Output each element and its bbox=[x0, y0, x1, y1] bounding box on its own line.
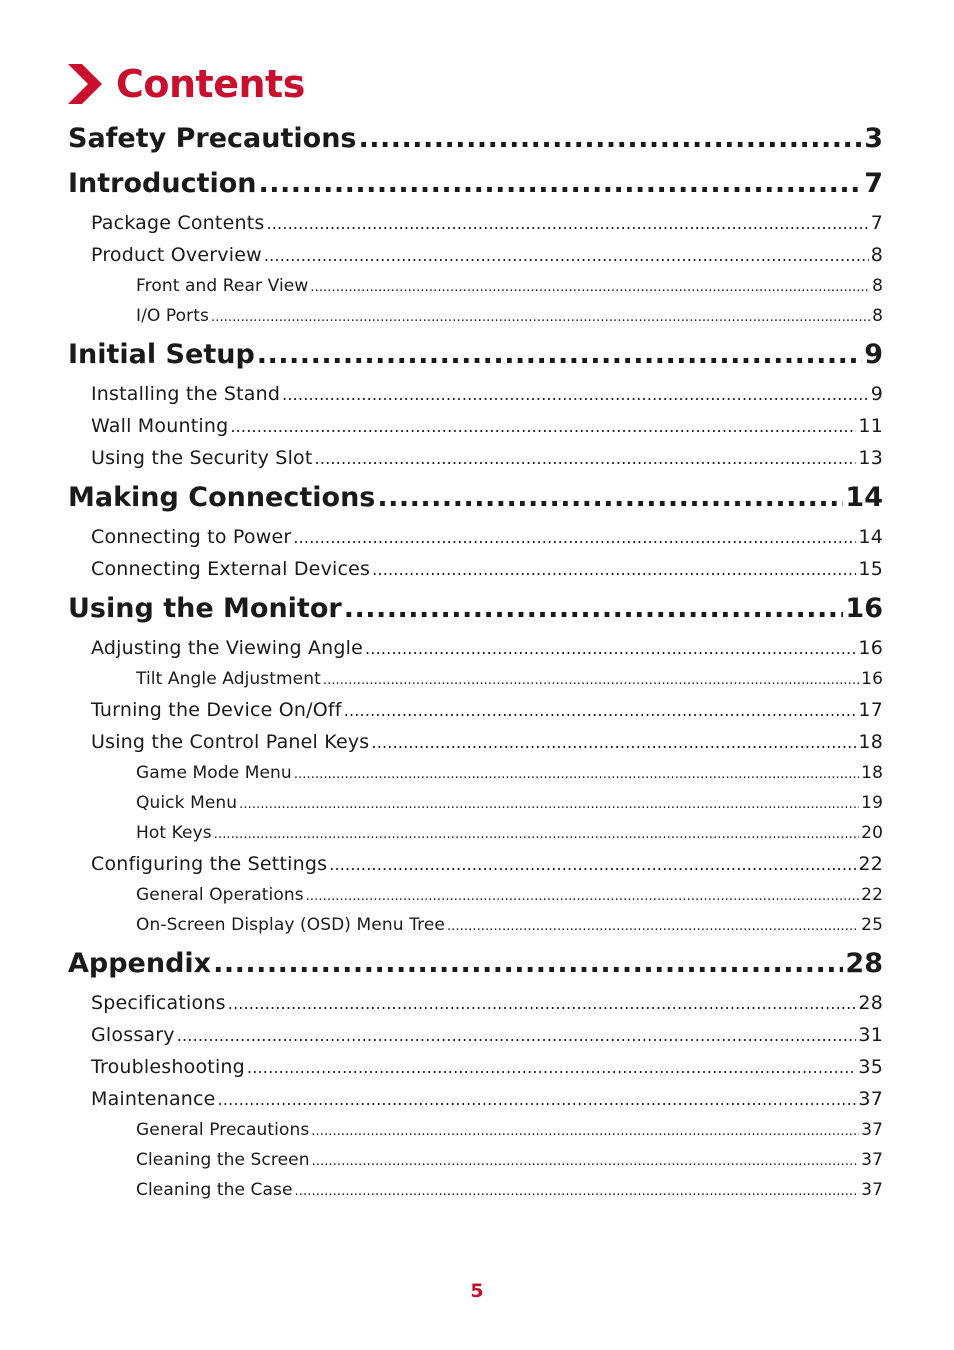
toc-entry-title: Glossary bbox=[91, 1024, 175, 1046]
toc-entry-page: 37 bbox=[861, 1150, 883, 1170]
toc-entry-level-2[interactable] bbox=[68, 378, 883, 410]
toc-entry-title: Using the Control Panel Keys bbox=[91, 731, 370, 753]
toc-entry-page: 31 bbox=[858, 1024, 883, 1046]
dot-leader bbox=[295, 1177, 860, 1205]
toc-entry-level-2[interactable] bbox=[68, 553, 883, 585]
toc-entry-title: Game Mode Menu bbox=[136, 763, 292, 783]
dot-leader bbox=[306, 882, 859, 910]
toc-entry-title: Front and Rear View bbox=[136, 276, 309, 296]
toc-entry-page: 28 bbox=[858, 992, 883, 1014]
dot-leader bbox=[228, 988, 857, 1019]
toc-entry-page: 16 bbox=[858, 637, 883, 659]
toc-entry-page: 16 bbox=[845, 593, 883, 624]
toc-entry-level-2[interactable] bbox=[68, 848, 883, 880]
dot-leader bbox=[371, 727, 856, 758]
toc-entry-level-2[interactable] bbox=[68, 521, 883, 553]
toc-entry-page: 7 bbox=[864, 168, 883, 199]
table-of-contents bbox=[68, 118, 883, 1205]
toc-entry-level-2[interactable] bbox=[68, 239, 883, 271]
dot-leader bbox=[247, 1052, 856, 1083]
toc-entry-page: 8 bbox=[870, 244, 883, 266]
toc-entry-title: Configuring the Settings bbox=[91, 853, 328, 875]
toc-entry-page: 37 bbox=[861, 1180, 883, 1200]
toc-entry-level-2[interactable] bbox=[68, 1019, 883, 1051]
toc-entry-title: Cleaning the Case bbox=[136, 1180, 293, 1200]
toc-entry-page: 37 bbox=[858, 1088, 883, 1110]
chevron-right-icon bbox=[68, 64, 102, 104]
toc-entry-page: 16 bbox=[861, 669, 883, 689]
toc-entry-page: 37 bbox=[861, 1120, 883, 1140]
toc-entry-title: Introduction bbox=[68, 168, 257, 199]
dot-leader bbox=[294, 760, 859, 788]
dot-leader bbox=[214, 820, 859, 848]
toc-entry-page: 20 bbox=[861, 823, 883, 843]
toc-entry-level-3[interactable] bbox=[68, 758, 883, 788]
toc-entry-page: 22 bbox=[861, 885, 883, 905]
toc-entry-level-2[interactable] bbox=[68, 987, 883, 1019]
toc-entry-level-1[interactable] bbox=[68, 118, 883, 160]
page-number: 5 bbox=[470, 1280, 484, 1302]
toc-entry-title: Tilt Angle Adjustment bbox=[136, 669, 321, 689]
dot-leader bbox=[293, 522, 856, 553]
toc-entry-title: Connecting to Power bbox=[91, 526, 292, 548]
toc-entry-title: On-Screen Display (OSD) Menu Tree bbox=[136, 915, 445, 935]
dot-leader bbox=[377, 474, 843, 521]
dot-leader bbox=[282, 379, 869, 410]
toc-entry-page: 9 bbox=[864, 339, 883, 370]
toc-entry-level-3[interactable] bbox=[68, 1115, 883, 1145]
toc-entry-page: 3 bbox=[864, 123, 883, 154]
dot-leader bbox=[315, 443, 857, 474]
toc-entry-level-2[interactable] bbox=[68, 632, 883, 664]
toc-entry-title: I/O Ports bbox=[136, 306, 209, 326]
toc-entry-title: Maintenance bbox=[91, 1088, 216, 1110]
toc-entry-level-3[interactable] bbox=[68, 910, 883, 940]
toc-entry-level-2[interactable] bbox=[68, 726, 883, 758]
toc-entry-level-2[interactable] bbox=[68, 1083, 883, 1115]
toc-entry-level-3[interactable] bbox=[68, 664, 883, 694]
dot-leader bbox=[213, 940, 843, 987]
dot-leader bbox=[264, 240, 869, 271]
toc-entry-title: Specifications bbox=[91, 992, 226, 1014]
dot-leader bbox=[447, 912, 859, 940]
toc-entry-title: Connecting External Devices bbox=[91, 558, 371, 580]
toc-entry-page: 7 bbox=[870, 212, 883, 234]
toc-entry-title: Safety Precautions bbox=[68, 123, 357, 154]
toc-entry-page: 8 bbox=[872, 276, 883, 296]
toc-entry-level-3[interactable] bbox=[68, 301, 883, 331]
dot-leader bbox=[310, 273, 870, 301]
toc-entry-title: Making Connections bbox=[68, 482, 376, 513]
dot-leader bbox=[329, 849, 856, 880]
dot-leader bbox=[359, 118, 863, 160]
toc-entry-page: 11 bbox=[858, 415, 883, 437]
toc-entry-page: 15 bbox=[858, 558, 883, 580]
toc-entry-level-3[interactable] bbox=[68, 271, 883, 301]
dot-leader bbox=[344, 585, 844, 632]
dot-leader bbox=[344, 695, 857, 726]
toc-entry-level-1[interactable] bbox=[68, 160, 883, 207]
toc-entry-level-3[interactable] bbox=[68, 880, 883, 910]
toc-entry-page: 14 bbox=[858, 526, 883, 548]
toc-entry-level-2[interactable] bbox=[68, 442, 883, 474]
toc-entry-title: Troubleshooting bbox=[91, 1056, 245, 1078]
toc-entry-level-2[interactable] bbox=[68, 1051, 883, 1083]
toc-entry-title: Quick Menu bbox=[136, 793, 238, 813]
toc-entry-title: Appendix bbox=[68, 948, 212, 979]
dot-leader bbox=[312, 1147, 860, 1175]
toc-entry-page: 17 bbox=[858, 699, 883, 721]
toc-entry-level-3[interactable] bbox=[68, 818, 883, 848]
contents-header bbox=[68, 62, 305, 106]
toc-entry-level-2[interactable] bbox=[68, 207, 883, 239]
toc-entry-title: Using the Security Slot bbox=[91, 447, 313, 469]
toc-entry-title: Hot Keys bbox=[136, 823, 212, 843]
dot-leader bbox=[177, 1020, 857, 1051]
toc-entry-title: Package Contents bbox=[91, 212, 265, 234]
dot-leader bbox=[211, 303, 870, 331]
dot-leader bbox=[311, 1117, 859, 1145]
toc-entry-title: Installing the Stand bbox=[91, 383, 281, 405]
dot-leader bbox=[372, 554, 856, 585]
toc-entry-page: 8 bbox=[872, 306, 883, 326]
dot-leader bbox=[257, 331, 862, 378]
toc-entry-level-3[interactable] bbox=[68, 1175, 883, 1205]
toc-entry-title: Wall Mounting bbox=[91, 415, 229, 437]
page-title: Contents bbox=[116, 62, 305, 106]
toc-entry-page: 35 bbox=[858, 1056, 883, 1078]
toc-entry-page: 18 bbox=[858, 731, 883, 753]
toc-entry-level-1[interactable] bbox=[68, 585, 883, 632]
toc-entry-title: Turning the Device On/Off bbox=[91, 699, 342, 721]
toc-entry-title: General Precautions bbox=[136, 1120, 310, 1140]
toc-entry-page: 13 bbox=[858, 447, 883, 469]
dot-leader bbox=[266, 208, 868, 239]
dot-leader bbox=[239, 790, 859, 818]
toc-entry-level-3[interactable] bbox=[68, 1145, 883, 1175]
toc-entry-page: 18 bbox=[861, 763, 883, 783]
dot-leader bbox=[230, 411, 856, 442]
toc-entry-page: 9 bbox=[870, 383, 883, 405]
dot-leader bbox=[218, 1084, 857, 1115]
toc-entry-level-1[interactable] bbox=[68, 331, 883, 378]
dot-leader bbox=[365, 633, 856, 664]
toc-entry-title: Cleaning the Screen bbox=[136, 1150, 310, 1170]
dot-leader bbox=[323, 666, 859, 694]
toc-entry-page: 19 bbox=[861, 793, 883, 813]
toc-entry-page: 22 bbox=[858, 853, 883, 875]
toc-entry-level-2[interactable] bbox=[68, 694, 883, 726]
toc-entry-page: 28 bbox=[845, 948, 883, 979]
toc-entry-level-1[interactable] bbox=[68, 940, 883, 987]
toc-entry-level-2[interactable] bbox=[68, 410, 883, 442]
toc-entry-level-3[interactable] bbox=[68, 788, 883, 818]
toc-entry-page: 14 bbox=[845, 482, 883, 513]
toc-entry-level-1[interactable] bbox=[68, 474, 883, 521]
toc-entry-title: Using the Monitor bbox=[68, 593, 342, 624]
dot-leader bbox=[259, 160, 863, 207]
toc-entry-title: Product Overview bbox=[91, 244, 262, 266]
toc-entry-title: General Operations bbox=[136, 885, 304, 905]
toc-entry-title: Initial Setup bbox=[68, 339, 255, 370]
toc-entry-page: 25 bbox=[861, 915, 883, 935]
toc-entry-title: Adjusting the Viewing Angle bbox=[91, 637, 364, 659]
